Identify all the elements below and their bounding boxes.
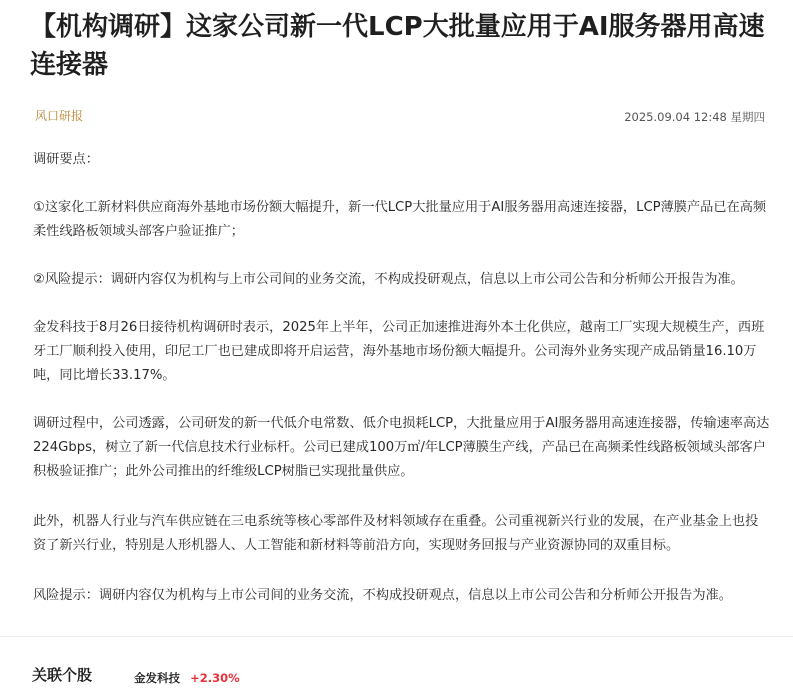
- paragraph-summary-heading: 调研要点：: [33, 152, 99, 167]
- related-stocks-title: 关联个股: [32, 666, 93, 684]
- stock-change: +2.30%: [190, 671, 240, 685]
- paragraph-overseas: 金发科技于8月26日接待机构调研时表示，2025年上半年，公司正加速推进海外本土化供应，越南工厂实现大规模生产，西班牙工厂顺利投入使用，印尼工厂也已建成即将开启运营，海外基地市场份额大幅提升。公司海外业务实现产成品销量16.10万吨，同比增长33.17%。: [33, 320, 765, 383]
- article-meta: [35, 108, 765, 126]
- stock-name[interactable]: 金发科技: [134, 671, 180, 685]
- article-datetime: 2025.09.04 12:48 星期四: [624, 110, 765, 124]
- paragraph-risk-notice: 风险提示：调研内容仅为机构与上市公司间的业务交流，不构成投研观点，信息以上市公司公告和分析师公开报告为准。: [33, 588, 732, 603]
- paragraph-key-point-1: ①这家化工新材料供应商海外基地市场份额大幅提升，新一代LCP大批量应用于AI服务器用高速连接器，LCP薄膜产品已在高频柔性线路板领域头部客户验证推广；: [33, 200, 767, 239]
- article-title: 【机构调研】这家公司新一代LCP大批量应用于AI服务器用高速连接器: [30, 12, 765, 80]
- section-divider: [0, 636, 793, 637]
- paragraph-robotics: 此外，机器人行业与汽车供应链在三电系统等核心零部件及材料领域存在重叠。公司重视新兴行业的发展，在产业基金上也投资了新兴行业，特别是人形机器人、人工智能和新材料等前沿方向，实现财务回报与产业资源协同的双重目标。: [33, 514, 759, 553]
- paragraph-key-point-2: ②风险提示：调研内容仅为机构与上市公司间的业务交流，不构成投研观点，信息以上市公司公告和分析师公开报告为准。: [33, 272, 744, 287]
- related-stocks: [32, 664, 772, 690]
- paragraph-lcp: 调研过程中，公司透露，公司研发的新一代低介电常数、低介电损耗LCP，大批量应用于AI服务器用高速连接器，传输速率高达224Gbps，树立了新一代信息技术行业标杆。公司已建成100万㎡/年LCP薄膜生产线，产品已在高频柔性线路板领域头部客户积极验证推广；此外公司推出的纤维级LCP树脂已实现批量供应。: [33, 416, 770, 479]
- related-stock-item[interactable]: [134, 667, 240, 685]
- article-source[interactable]: 风口研报: [35, 109, 84, 123]
